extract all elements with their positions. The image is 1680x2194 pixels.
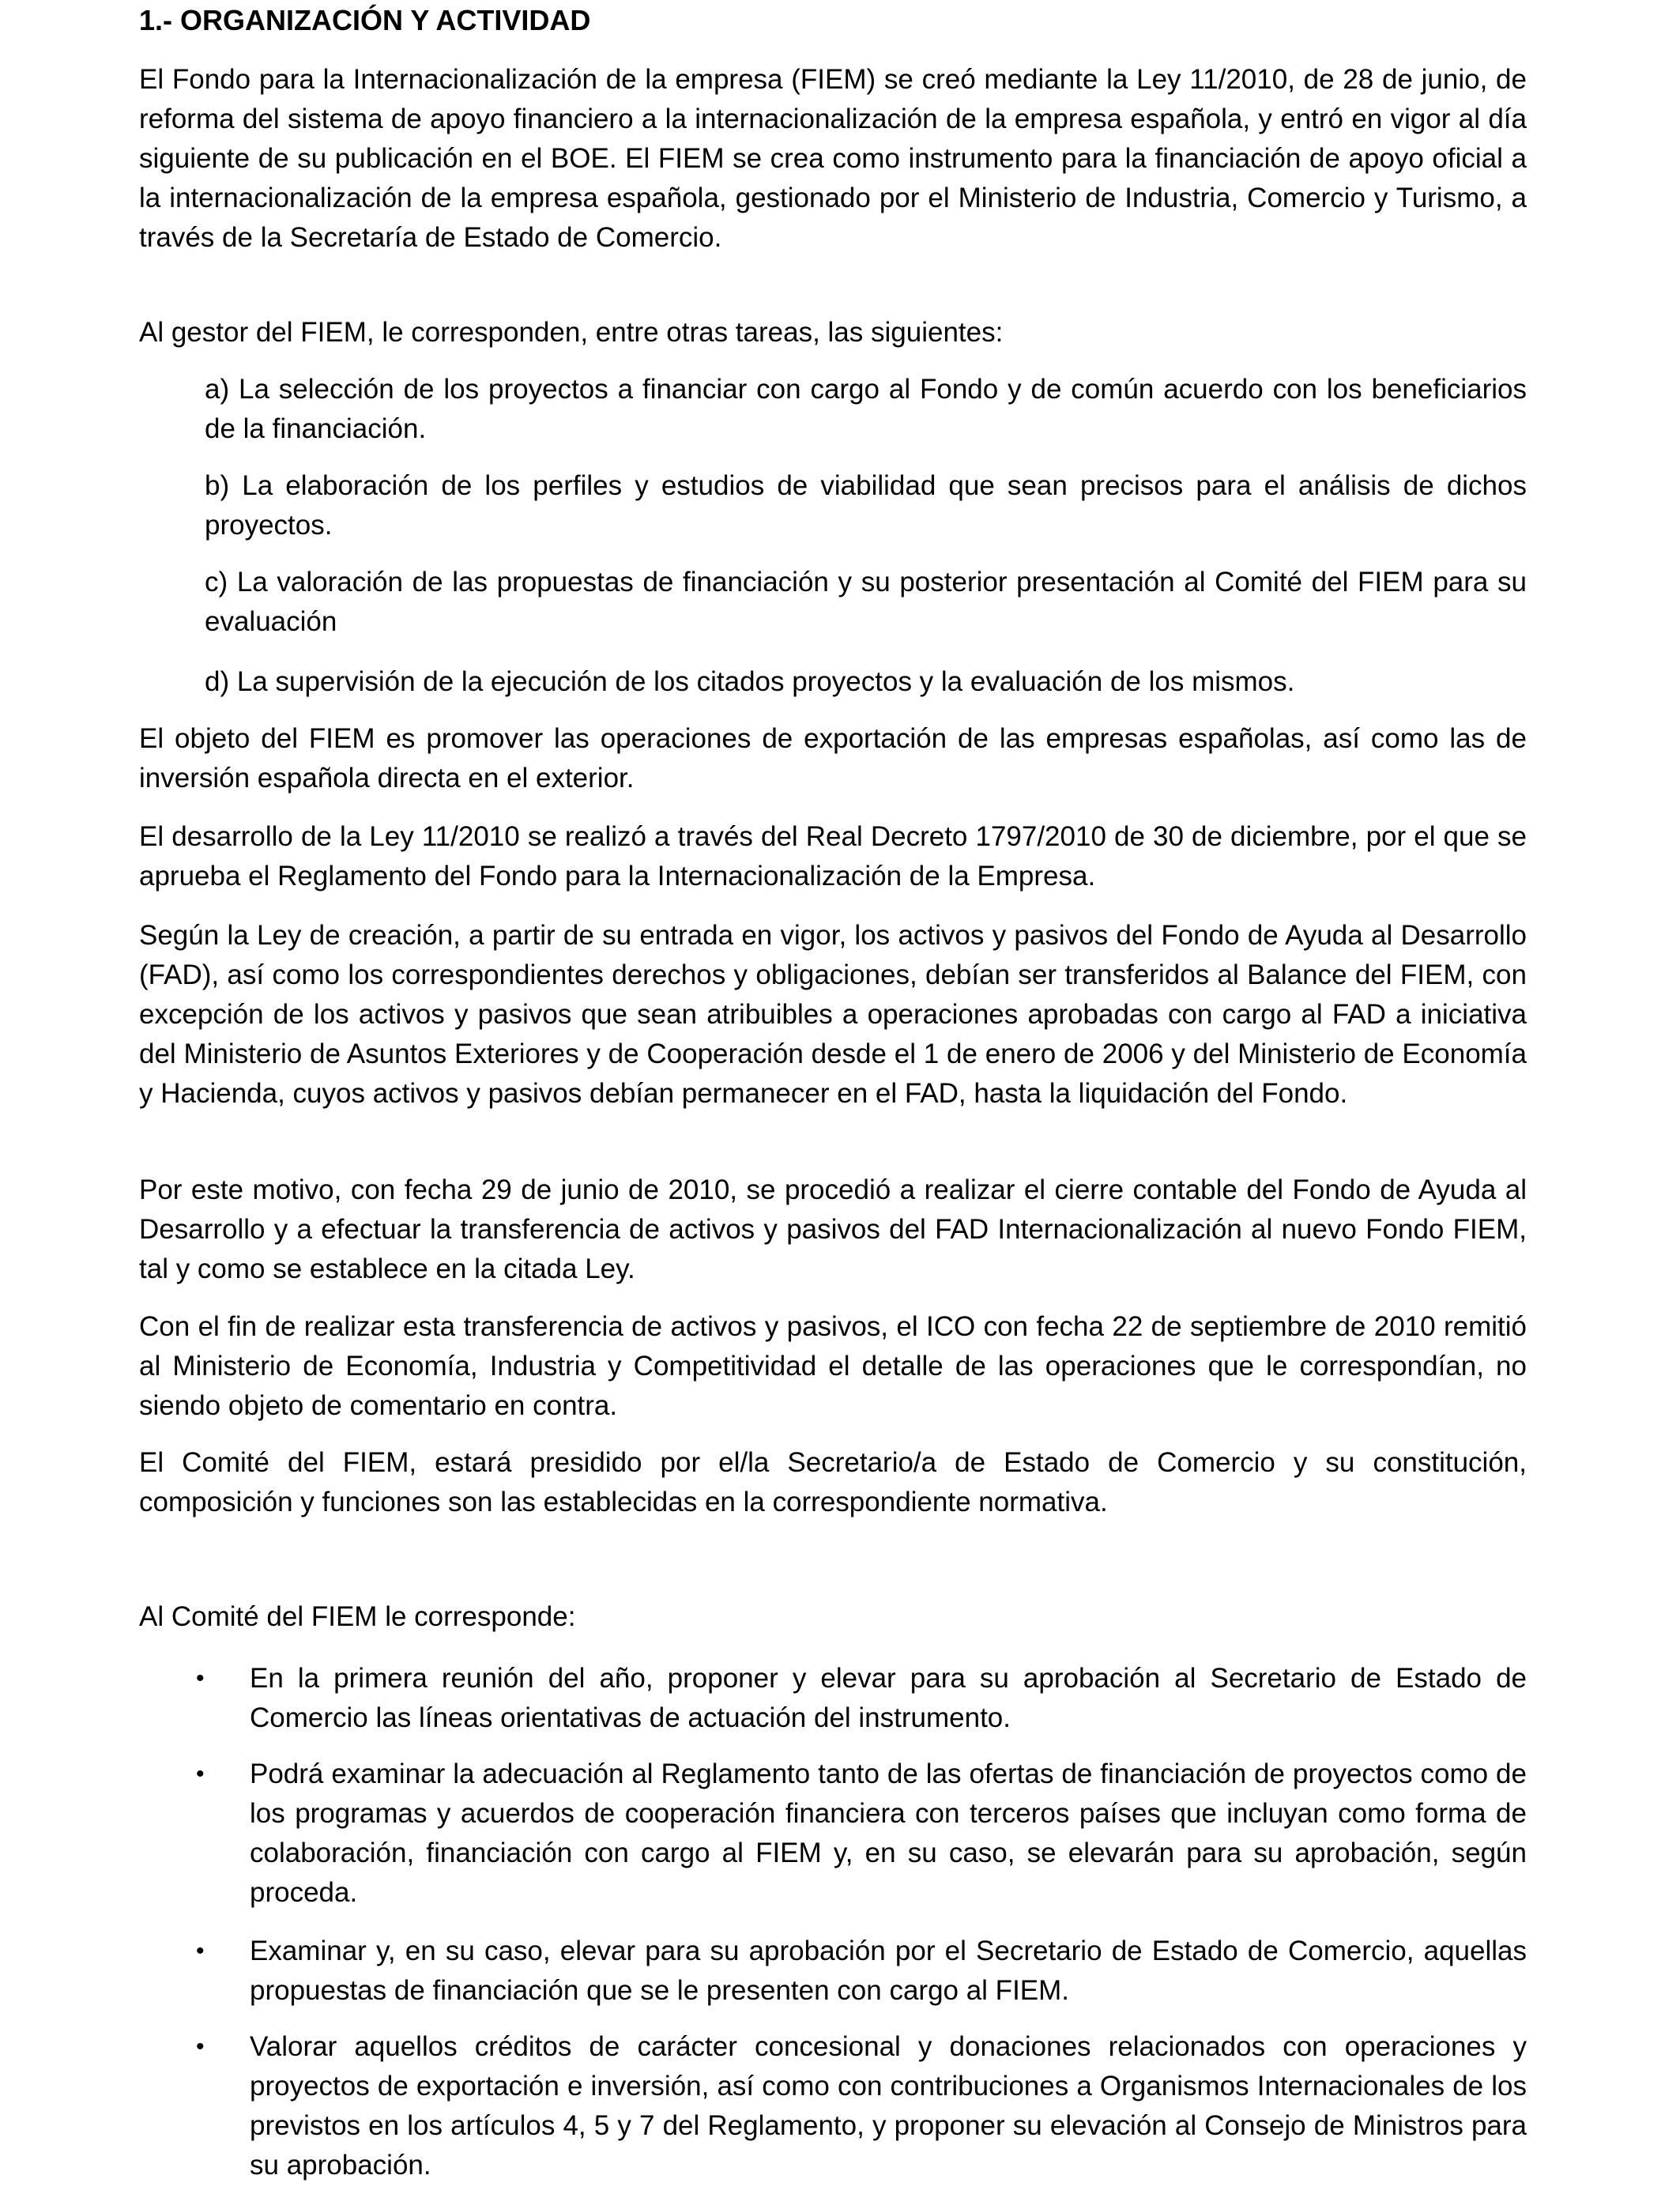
task-item-b: b) La elaboración de los perfiles y estudios de viabilidad que sean precisos para el análisis de dichos proyectos. [205,470,1527,541]
paragraph-fiem-creation: El Fondo para la Internacionalización de la empresa (FIEM) se creó mediante la Ley 11/2010, de 28 de junio, de reforma del sistema de apoyo financiero a la internacionalización de la empresa española, y entró en vigor al día siguiente de su publicación en el BOE. El FIEM se crea como instrumento para la financiación de apoyo oficial a la internacionalización de la empresa española, gestionado por el Ministerio de Industria, Comercio y Turismo, a través de la Secretaría de Estado de Comercio. [139,64,1527,253]
bullet-icon: • [196,1938,205,1964]
bullet-icon: • [196,1665,205,1691]
paragraph-manager-tasks-intro: Al gestor del FIEM, le corresponden, entre otras tareas, las siguientes: [139,317,1004,348]
list-item [196,2027,1527,2185]
list-item [196,1659,1527,1738]
list-item-text: Valorar aquellos créditos de carácter concesional y donaciones relacionados con operaciones y proyectos de exportación e inversión, así como con contribuciones a Organismos Internacionales de los previstos en los artículos 4, 5 y 7 del Reglamento, y proponer su elevación al Consejo de Ministros para su aprobación. [250,2031,1527,2181]
task-item-a: a) La selección de los proyectos a financiar con cargo al Fondo y de común acuerdo con los beneficiarios de la financiación. [205,374,1527,444]
list-item-text: Examinar y, en su caso, elevar para su aprobación por el Secretario de Estado de Comercio, aquellas propuestas de financiación que se le presenten con cargo al FIEM. [250,1936,1527,2006]
paragraph-ico-transfer: Con el fin de realizar esta transferencia de activos y pasivos, el ICO con fecha 22 de septiembre de 2010 remitió al Ministerio de Economía, Industria y Competitividad el detalle de las operaciones que le correspondían, no siendo objeto de comentario en contra. [139,1311,1527,1421]
task-item-d: d) La supervisión de la ejecución de los citados proyectos y la evaluación de los mismos. [205,666,1295,697]
list-item-text: En la primera reunión del año, proponer y elevar para su aprobación al Secretario de Estado de Comercio las líneas orientativas de actuación del instrumento. [250,1663,1527,1733]
paragraph-fiem-object: El objeto del FIEM es promover las operaciones de exportación de las empresas españolas, así como las de inversión española directa en el exterior. [139,723,1527,794]
bullet-icon: • [196,1761,205,1787]
list-item [196,1932,1527,2011]
paragraph-closing-accounts: Por este motivo, con fecha 29 de junio de 2010, se procedió a realizar el cierre contable del Fondo de Ayuda al Desarrollo y a efectuar la transferencia de activos y pasivos del FAD Internacionalización al nuevo Fondo FIEM, tal y como se establece en la citada Ley. [139,1174,1527,1284]
task-item-c: c) La valoración de las propuestas de financiación y su posterior presentación al Comité del FIEM para su evaluación [205,567,1527,637]
section-heading: 1.- ORGANIZACIÓN Y ACTIVIDAD [139,4,591,36]
paragraph-law-development: El desarrollo de la Ley 11/2010 se realizó a través del Real Decreto 1797/2010 de 30 de diciembre, por el que se aprueba el Reglamento del Fondo para la Internacionalización de la Empresa. [139,821,1527,892]
paragraph-committee-functions-intro: Al Comité del FIEM le corresponde: [139,1601,576,1632]
paragraph-fad-transfer: Según la Ley de creación, a partir de su entrada en vigor, los activos y pasivos del Fondo de Ayuda al Desarrollo (FAD), así como los correspondientes derechos y obligaciones, debían ser transferidos al Balance del FIEM, con excepción de los activos y pasivos que sean atribuibles a operaciones aprobadas con cargo al FAD a iniciativa del Ministerio de Asuntos Exteriores y de Cooperación desde el 1 de enero de 2006 y del Ministerio de Economía y Hacienda, cuyos activos y pasivos debían permanecer en el FAD, hasta la liquidación del Fondo. [139,920,1527,1109]
paragraph-committee-composition: El Comité del FIEM, estará presidido por el/la Secretario/a de Estado de Comercio y su constitución, composición y funciones son las establecidas en la correspondiente normativa. [139,1447,1527,1517]
list-item [196,1755,1527,1913]
bullet-icon: • [196,2034,205,2060]
list-item-text: Podrá examinar la adecuación al Reglamento tanto de las ofertas de financiación de proyectos como de los programas y acuerdos de cooperación financiera con terceros países que incluyan como forma de colaboración, financiación con cargo al FIEM y, en su caso, se elevarán para su aprobación, según proceda. [250,1759,1527,1908]
